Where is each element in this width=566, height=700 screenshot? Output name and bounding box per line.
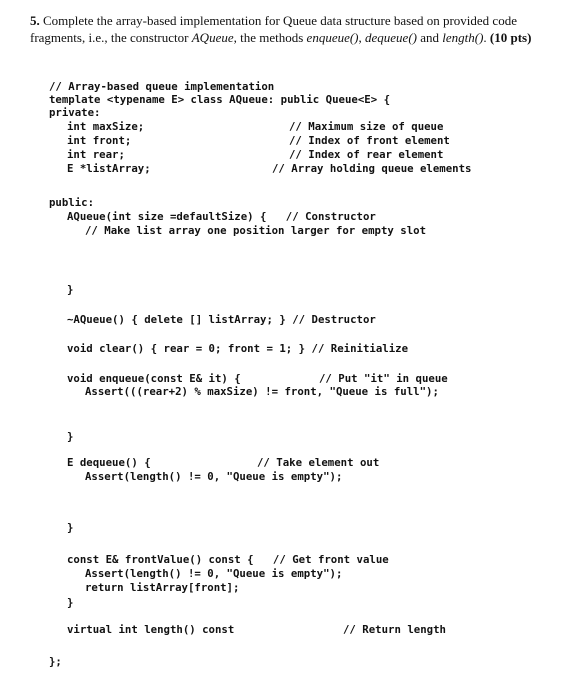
code-constructor-comment: // Make list array one position larger for empty slot xyxy=(85,224,427,237)
code-length-comment: // Return length xyxy=(343,623,446,636)
code-field-maxsize: int maxSize; xyxy=(67,120,145,133)
code-private-label: private: xyxy=(49,106,101,119)
code-destructor: ~AQueue() { delete [] listArray; } // Destructor xyxy=(67,313,376,326)
code-field-front: int front; xyxy=(67,134,132,147)
code-dequeue-close: } xyxy=(67,521,74,534)
code-public-label: public: xyxy=(49,196,95,209)
code-field-listarray: E *listArray; xyxy=(67,162,151,175)
points-label: (10 pts) xyxy=(489,30,532,45)
length-name: length() xyxy=(442,30,484,45)
code-frontvalue-close: } xyxy=(67,596,74,609)
code-constructor: AQueue(int size =defaultSize) { // Constructor xyxy=(67,210,376,223)
code-comment-header: // Array-based queue implementation xyxy=(49,80,275,93)
code-dequeue-signature: E dequeue() { xyxy=(67,456,151,469)
code-class-close: }; xyxy=(49,655,62,668)
code-dequeue-comment: // Take element out xyxy=(257,456,380,469)
code-constructor-close: } xyxy=(67,283,74,296)
question-text: 5. Complete the array-based implementation for Queue data structure based on provided code fragments, i.e., the constructor AQueue, the methods enqueue(), dequeue() and length(). (10 pts) xyxy=(30,13,532,45)
code-frontvalue-return: return listArray[front]; xyxy=(85,581,240,594)
code-length-signature: virtual int length() const xyxy=(67,623,235,636)
code-comment-listarray: // Array holding queue elements xyxy=(272,162,472,175)
enqueue-name: enqueue() xyxy=(306,30,359,45)
code-frontvalue-signature: const E& frontValue() const { // Get front value xyxy=(67,553,389,566)
code-comment-front: // Index of front element xyxy=(289,134,450,147)
code-enqueue-signature: void enqueue(const E& it) { xyxy=(67,372,241,385)
code-class-declaration: template <typename E> class AQueue: public Queue<E> { xyxy=(49,93,391,106)
code-enqueue-close: } xyxy=(67,430,74,443)
code-clear-method: void clear() { rear = 0; front = 1; } // Reinitialize xyxy=(67,342,409,355)
code-comment-maxsize: // Maximum size of queue xyxy=(289,120,444,133)
code-field-rear: int rear; xyxy=(67,148,125,161)
code-frontvalue-assert: Assert(length() != 0, "Queue is empty"); xyxy=(85,567,343,580)
code-enqueue-assert: Assert(((rear+2) % maxSize) != front, "Queue is full"); xyxy=(85,385,439,398)
question-number: 5. xyxy=(30,13,40,28)
constructor-name: AQueue xyxy=(191,30,234,45)
code-enqueue-comment: // Put "it" in queue xyxy=(319,372,448,385)
code-comment-rear: // Index of rear element xyxy=(289,148,444,161)
dequeue-name: dequeue() xyxy=(365,30,417,45)
code-dequeue-assert: Assert(length() != 0, "Queue is empty"); xyxy=(85,470,343,483)
